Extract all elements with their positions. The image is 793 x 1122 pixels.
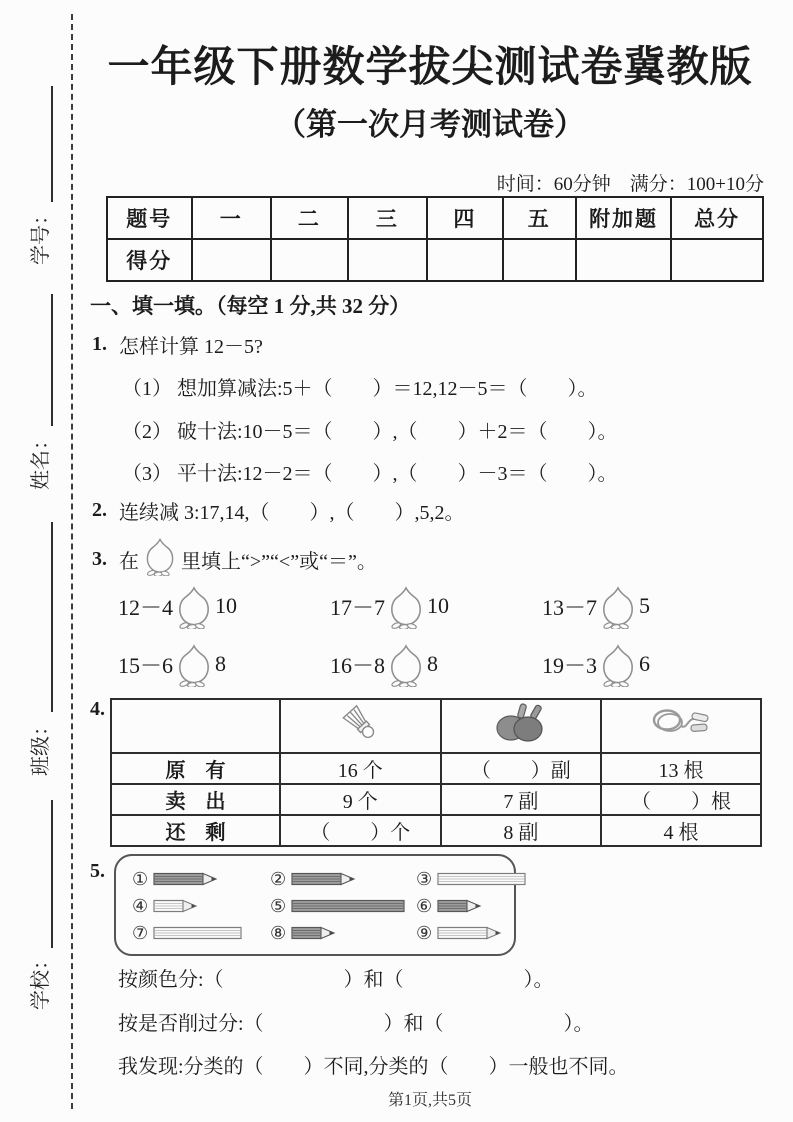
q4-item-icon-cell	[601, 699, 761, 753]
score-table	[106, 196, 764, 282]
q4-row-label: 原 有	[111, 753, 280, 784]
question-3-number: 3.	[92, 547, 107, 570]
class-label: 班级：	[30, 716, 52, 776]
score-header-cell: 五	[503, 197, 576, 239]
peach-icon	[601, 584, 635, 629]
q4-corner-cell	[111, 699, 280, 753]
compare-right-number: 8	[215, 651, 227, 676]
question-3	[92, 536, 377, 582]
score-value-cell	[348, 239, 427, 281]
compare-right-number: 8	[427, 651, 439, 676]
question-1	[92, 330, 263, 359]
q4-value-cell: 7 副	[441, 784, 602, 815]
peach-blank-icon	[389, 584, 423, 629]
pencil-icon	[437, 899, 482, 913]
peach-icon	[601, 642, 635, 687]
name-writing-line	[51, 294, 53, 426]
score-header-cell: 总分	[671, 197, 763, 239]
pencil-number-badge: ④	[132, 895, 149, 916]
question-1-part-3: （3） 平十法:12－2＝（ ）,（ ）－3＝（ ）。	[122, 463, 618, 485]
score-value-cell	[576, 239, 671, 281]
student-number-label: 学号：	[30, 205, 52, 265]
question-3-text-before: 在	[119, 550, 139, 573]
question-5-fill-line-color: 按颜色分:（ ）和（ ）。	[118, 969, 554, 991]
score-table-header-row	[107, 197, 763, 239]
pencil-item	[132, 870, 270, 888]
page-number: 第1页,共5页	[387, 1092, 472, 1109]
question-5-number: 5.	[90, 860, 105, 882]
q4-data-row	[111, 753, 761, 784]
compare-item	[542, 584, 754, 629]
peach-icon	[145, 536, 175, 582]
pencil-graphic	[291, 926, 336, 940]
compare-right-number: 5	[639, 593, 651, 618]
question-1-text: 怎样计算 12－5?	[119, 336, 263, 358]
pencil-icon	[291, 926, 336, 940]
pencil-graphic	[153, 872, 218, 886]
question-2	[92, 496, 465, 525]
pencil-diagram-box	[114, 854, 516, 956]
compare-row-2	[118, 636, 768, 692]
compare-item	[542, 642, 754, 687]
pencil-item	[416, 897, 527, 915]
compare-right-number: 10	[215, 593, 238, 618]
question-1-number: 1.	[92, 333, 107, 355]
pencil-graphic	[291, 872, 356, 886]
q4-row-label: 卖 出	[111, 784, 280, 815]
score-value-cell	[503, 239, 576, 281]
shuttlecock-icon	[337, 700, 383, 746]
pencil-item	[416, 924, 527, 942]
pencil-item	[270, 897, 416, 915]
score-header-cell: 四	[427, 197, 502, 239]
pencil-number-badge: ⑥	[416, 895, 433, 916]
q4-data-row	[111, 815, 761, 846]
pencil-graphic	[437, 872, 527, 886]
q4-value-cell: （ ）个	[280, 815, 441, 846]
q4-row-label: 还 剩	[111, 815, 280, 846]
question-4-number: 4.	[90, 698, 105, 720]
question-2-number: 2.	[92, 499, 107, 521]
peach-blank-icon	[601, 642, 635, 687]
q4-value-cell: 4 根	[601, 815, 761, 846]
q4-item-icon-cell	[441, 699, 602, 753]
peach-icon	[389, 642, 423, 687]
peach-icon	[177, 584, 211, 629]
q4-icon-row	[111, 699, 761, 753]
pencil-item	[416, 870, 527, 888]
score-header-cell: 附加题	[576, 197, 671, 239]
score-header-cell: 三	[348, 197, 427, 239]
pencil-number-badge: ⑤	[270, 895, 287, 916]
student-number-writing-line	[51, 86, 53, 202]
pencil-icon	[153, 926, 243, 940]
score-table-score-row	[107, 239, 763, 281]
pencil-number-badge: ⑧	[270, 922, 287, 943]
peach-icon	[145, 536, 175, 576]
score-value-cell	[671, 239, 763, 281]
q4-value-cell: 13 根	[601, 753, 761, 784]
pencil-number-badge: ③	[416, 869, 433, 890]
pencil-item	[132, 897, 270, 915]
compare-item	[330, 584, 542, 629]
page-subtitle: （第一次月考测试卷）	[275, 107, 585, 142]
q4-item-icon-cell	[280, 699, 441, 753]
peach-icon	[389, 584, 423, 629]
compare-item	[118, 642, 330, 687]
compare-item	[330, 642, 542, 687]
pencil-item	[270, 870, 416, 888]
school-label: 学校：	[30, 950, 52, 1010]
q4-value-cell: （ ）根	[601, 784, 761, 815]
peach-blank-icon	[601, 584, 635, 629]
peach-icon	[177, 642, 211, 687]
pencil-graphic	[153, 899, 198, 913]
score-value-cell	[271, 239, 348, 281]
school-writing-line	[51, 800, 53, 948]
score-value-cell	[192, 239, 271, 281]
section1-heading: 一、填一填。（每空 1 分,共 32 分）	[90, 294, 411, 318]
question-3-text-after: 里填上“>”“<”或“＝”。	[181, 550, 377, 573]
pencil-icon	[437, 926, 502, 940]
question-5-fill-line-discovery: 我发现:分类的（ ）不同,分类的（ ）一般也不同。	[118, 1056, 629, 1078]
compare-row-1	[118, 578, 768, 634]
pencil-graphic	[153, 926, 243, 940]
page-title: 一年级下册数学拔尖测试卷冀教版	[107, 45, 753, 91]
question-1-part-1: （1） 想加算减法:5＋（ ）＝12,12－5＝（ ）。	[122, 378, 598, 400]
compare-left-expression: 16－8	[330, 652, 386, 678]
pencil-number-badge: ①	[132, 869, 149, 890]
q4-value-cell: 8 副	[441, 815, 602, 846]
pencil-icon	[291, 899, 406, 913]
class-writing-line	[51, 522, 53, 712]
pencil-item	[270, 924, 416, 942]
compare-left-expression: 15－6	[118, 652, 174, 678]
pencil-graphic	[291, 899, 406, 913]
compare-item	[118, 584, 330, 629]
exam-info: 时间：60分钟 满分：100+10分	[496, 174, 764, 195]
pencil-graphic	[437, 926, 502, 940]
table-tennis-paddles-icon	[494, 701, 548, 745]
compare-right-number: 10	[427, 593, 450, 618]
pencil-icon	[437, 872, 527, 886]
jump-rope-icon	[650, 704, 712, 742]
question-2-text: 连续减 3:17,14,（ ）,（ ）,5,2。	[119, 502, 465, 524]
peach-blank-icon	[177, 584, 211, 629]
compare-left-expression: 19－3	[542, 652, 598, 678]
pencil-icon	[153, 872, 218, 886]
score-header-cell: 题号	[107, 197, 192, 239]
score-header-cell: 一	[192, 197, 271, 239]
pencil-icon	[291, 872, 356, 886]
compare-left-expression: 17－7	[330, 594, 386, 620]
q4-value-cell: （ ）副	[441, 753, 602, 784]
pencil-number-badge: ⑦	[132, 922, 149, 943]
q4-value-cell: 16 个	[280, 753, 441, 784]
compare-left-expression: 12－4	[118, 594, 174, 620]
page-edge-divider	[71, 14, 73, 1109]
peach-blank-icon	[177, 642, 211, 687]
score-row-label: 得分	[107, 239, 192, 281]
question-1-part-2: （2） 破十法:10－5＝（ ）,（ ）＋2＝（ ）。	[122, 421, 618, 443]
pencil-number-badge: ②	[270, 869, 287, 890]
compare-right-number: 6	[639, 651, 651, 676]
compare-left-expression: 13－7	[542, 594, 598, 620]
pencil-graphic	[437, 899, 482, 913]
name-label: 姓名：	[30, 430, 52, 490]
pencil-item	[132, 924, 270, 942]
q4-data-row	[111, 784, 761, 815]
score-header-cell: 二	[271, 197, 348, 239]
peach-blank-icon	[389, 642, 423, 687]
pencil-number-badge: ⑨	[416, 922, 433, 943]
score-value-cell	[427, 239, 502, 281]
question-4-table	[110, 698, 762, 847]
pencil-icon	[153, 899, 198, 913]
q4-value-cell: 9 个	[280, 784, 441, 815]
question-5-fill-line-sharpened: 按是否削过分:（ ）和（ ）。	[118, 1013, 594, 1035]
